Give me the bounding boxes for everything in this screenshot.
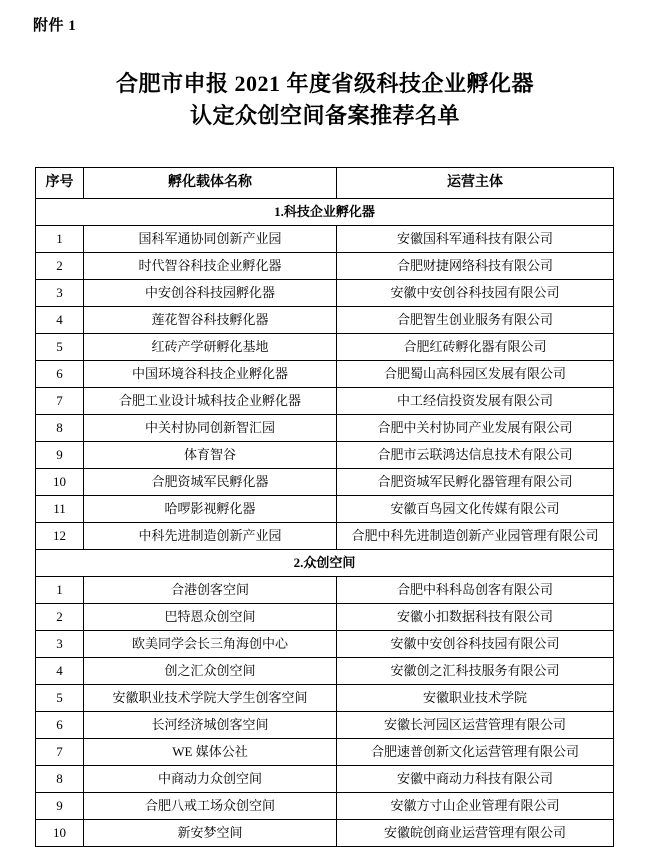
table-row — [36, 442, 614, 469]
table-row — [36, 766, 614, 793]
row-name: 合肥工业设计城科技企业孵化器 — [84, 388, 337, 415]
row-no: 9 — [36, 442, 84, 469]
row-org: 合肥财捷网络科技有限公司 — [337, 253, 614, 280]
row-name: 国科军通协同创新产业园 — [84, 226, 337, 253]
table-row — [36, 469, 614, 496]
row-name: 欧美同学会长三角海创中心 — [84, 631, 337, 658]
table-row — [36, 577, 614, 604]
recommendation-table-wrapper — [35, 167, 613, 847]
table-row — [36, 658, 614, 685]
row-org: 安徽国科军通科技有限公司 — [337, 226, 614, 253]
table-header — [36, 168, 614, 199]
row-name: 莲花智谷科技孵化器 — [84, 307, 337, 334]
row-org: 安徽方寸山企业管理有限公司 — [337, 793, 614, 820]
table-row — [36, 739, 614, 766]
row-no: 5 — [36, 685, 84, 712]
attachment-label: 附件 1 — [33, 18, 77, 34]
row-no: 4 — [36, 307, 84, 334]
row-no: 12 — [36, 523, 84, 550]
row-org: 安徽中安创谷科技园有限公司 — [337, 631, 614, 658]
table-row — [36, 604, 614, 631]
row-org: 合肥市云联鸿达信息技术有限公司 — [337, 442, 614, 469]
row-no: 2 — [36, 604, 84, 631]
row-org: 安徽皖创商业运营管理有限公司 — [337, 820, 614, 847]
row-no: 3 — [36, 631, 84, 658]
row-name: 合港创客空间 — [84, 577, 337, 604]
section-heading-row — [36, 550, 614, 577]
row-name: WE 媒体公社 — [84, 739, 337, 766]
row-org: 安徽百鸟园文化传媒有限公司 — [337, 496, 614, 523]
row-name: 中关村协同创新智汇园 — [84, 415, 337, 442]
row-no: 1 — [36, 577, 84, 604]
row-name: 创之汇众创空间 — [84, 658, 337, 685]
table-row — [36, 415, 614, 442]
row-name: 红砖产学研孵化基地 — [84, 334, 337, 361]
table-header-row — [36, 168, 614, 199]
section-heading-incubators: 1.科技企业孵化器 — [36, 199, 614, 226]
row-name: 中安创谷科技园孵化器 — [84, 280, 337, 307]
table-row — [36, 226, 614, 253]
column-header-name: 孵化载体名称 — [84, 168, 337, 199]
row-org: 合肥中关村协同产业发展有限公司 — [337, 415, 614, 442]
section-heading-row — [36, 199, 614, 226]
row-name: 体育智谷 — [84, 442, 337, 469]
table-row — [36, 685, 614, 712]
table-row — [36, 820, 614, 847]
row-org: 合肥蜀山高科园区发展有限公司 — [337, 361, 614, 388]
recommendation-table — [35, 167, 614, 847]
row-org: 合肥智生创业服务有限公司 — [337, 307, 614, 334]
row-no: 11 — [36, 496, 84, 523]
row-no: 2 — [36, 253, 84, 280]
row-org: 安徽长河园区运营管理有限公司 — [337, 712, 614, 739]
row-no: 6 — [36, 361, 84, 388]
table-row — [36, 253, 614, 280]
row-name: 中商动力众创空间 — [84, 766, 337, 793]
row-org: 合肥中科科岛创客有限公司 — [337, 577, 614, 604]
row-no: 3 — [36, 280, 84, 307]
row-no: 8 — [36, 766, 84, 793]
table-body — [36, 199, 614, 847]
row-org: 安徽中商动力科技有限公司 — [337, 766, 614, 793]
row-org: 安徽小扣数据科技有限公司 — [337, 604, 614, 631]
row-no: 7 — [36, 388, 84, 415]
table-row — [36, 523, 614, 550]
table-row — [36, 307, 614, 334]
page-title-line-2: 认定众创空间备案推荐名单 — [189, 102, 460, 128]
row-no: 10 — [36, 820, 84, 847]
table-row — [36, 280, 614, 307]
table-row — [36, 631, 614, 658]
row-org: 合肥中科先进制造创新产业园管理有限公司 — [337, 523, 614, 550]
row-name: 合肥八戒工场众创空间 — [84, 793, 337, 820]
row-no: 1 — [36, 226, 84, 253]
section-heading-makerspaces: 2.众创空间 — [36, 550, 614, 577]
row-name: 中国环境谷科技企业孵化器 — [84, 361, 337, 388]
row-no: 9 — [36, 793, 84, 820]
row-name: 时代智谷科技企业孵化器 — [84, 253, 337, 280]
row-name: 长河经济城创客空间 — [84, 712, 337, 739]
row-name: 合肥资城军民孵化器 — [84, 469, 337, 496]
row-no: 5 — [36, 334, 84, 361]
page-title — [50, 68, 600, 132]
row-name: 新安梦空间 — [84, 820, 337, 847]
row-no: 6 — [36, 712, 84, 739]
row-org: 合肥速普创新文化运营管理有限公司 — [337, 739, 614, 766]
row-name: 安徽职业技术学院大学生创客空间 — [84, 685, 337, 712]
row-org: 合肥资城军民孵化器管理有限公司 — [337, 469, 614, 496]
row-no: 4 — [36, 658, 84, 685]
column-header-org: 运营主体 — [337, 168, 614, 199]
table-row — [36, 793, 614, 820]
row-org: 安徽创之汇科技服务有限公司 — [337, 658, 614, 685]
row-name: 中科先进制造创新产业园 — [84, 523, 337, 550]
row-name: 哈啰影视孵化器 — [84, 496, 337, 523]
row-org: 安徽职业技术学院 — [337, 685, 614, 712]
row-org: 安徽中安创谷科技园有限公司 — [337, 280, 614, 307]
table-row — [36, 712, 614, 739]
table-row — [36, 496, 614, 523]
page-title-line-1: 合肥市申报 2021 年度省级科技企业孵化器 — [115, 71, 534, 96]
row-name: 巴特恩众创空间 — [84, 604, 337, 631]
row-no: 10 — [36, 469, 84, 496]
table-row — [36, 388, 614, 415]
row-no: 7 — [36, 739, 84, 766]
table-row — [36, 361, 614, 388]
row-org: 合肥红砖孵化器有限公司 — [337, 334, 614, 361]
row-no: 8 — [36, 415, 84, 442]
table-row — [36, 334, 614, 361]
column-header-no: 序号 — [36, 168, 84, 199]
row-org: 中工经信投资发展有限公司 — [337, 388, 614, 415]
